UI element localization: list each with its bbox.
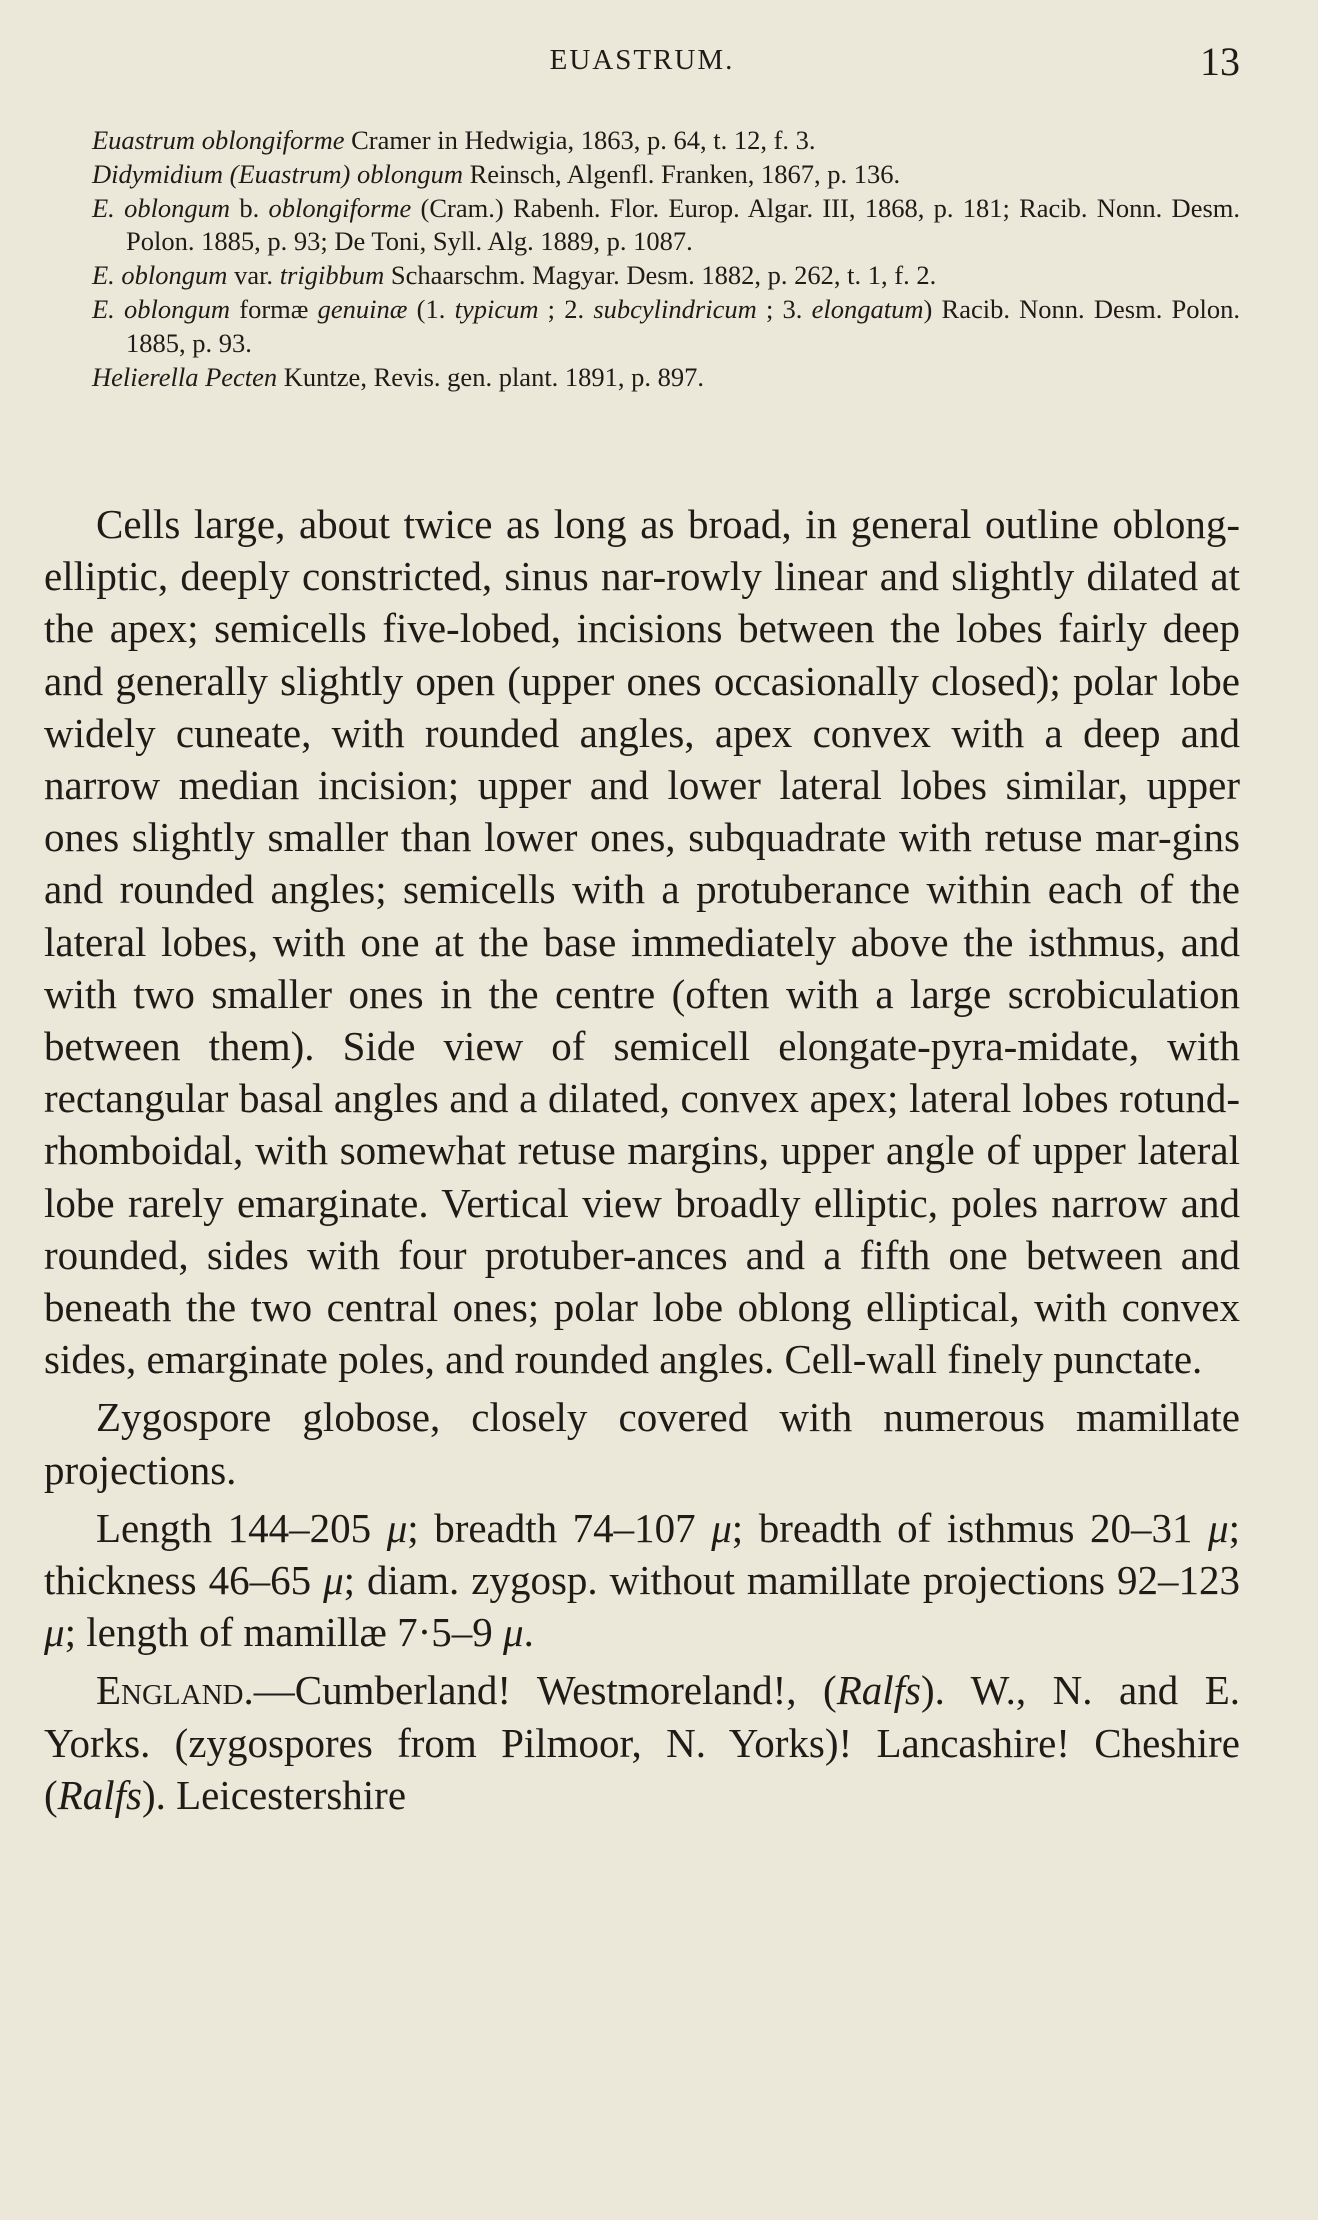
text-run: (Cram.) Rabenh. Flor. Europ. Algar. III, 1868, p. 181; Racib. Nonn. Desm. Polon. 1885, p. 93; De Toni, Syll. Alg. 1889, p. 1087. (126, 192, 1241, 257)
synonymy-list (92, 124, 1240, 394)
text-run: Zygospore globose, closely covered with numerous mamillate projections. (44, 1394, 1240, 1493)
italic-run: μ (44, 1609, 65, 1656)
text-run: —Cumberland! Westmoreland!, ( (253, 1667, 837, 1714)
italic-run: trigibbum (279, 260, 385, 291)
text-run: Schaarschm. Magyar. Desm. 1882, p. 262, t. 1, f. 2. (384, 260, 937, 291)
text-run: . (523, 1609, 534, 1656)
text-run: Cells large, about twice as long as broad, in general outline oblong-elliptic, deeply constricted, sinus nar-rowly linear and slightly dilated at the apex; semicells five-lobed, incisions between the lobes fairly deep and generally slightly open (upper ones occasionally closed); polar lobe widely cuneate, with rounded angles, apex convex with a deep and narrow median incision; upper and lower lateral lobes similar, upper ones slightly smaller than lower ones, subquadrate with retuse mar-gins and rounded angles; semicells with a protuberance within each of the lateral lobes, with one at the base immediately above the isthmus, and with two smaller ones in the centre (often with a large scrobiculation between them). Side view of semicell elongate-pyra-midate, with rectangular basal angles and a dilated, convex apex; lateral lobes rotund-rhomboidal, with somewhat retuse margins, upper angle of upper lateral lobe rarely emarginate. Vertical view broadly elliptic, poles narrow and rounded, sides with four protuber-ances and a fifth one between and beneath the two central ones; polar lobe oblong elliptical, with convex sides, emarginate poles, and rounded angles. Cell-wall finely punctate. (44, 501, 1240, 1383)
running-title: EUASTRUM. (549, 44, 735, 76)
italic-run: E. oblongum (92, 293, 231, 324)
italic-run: Ralfs (57, 1771, 142, 1818)
text-run: Cramer in Hedwigia, 1863, p. 64, t. 12, f. 3. (344, 125, 816, 155)
synonym-entry (92, 124, 1240, 158)
synonym-entry (92, 259, 1240, 293)
description-text (44, 498, 1240, 1821)
text-run: ) Racib. Nonn. Desm. Polon. 1885, p. 93. (126, 293, 1241, 358)
italic-run: subcylindricum (593, 293, 757, 324)
italic-run: Helierella Pecten (92, 361, 278, 392)
text-run: ). Leicestershire (141, 1771, 407, 1818)
small-caps-run: England. (96, 1667, 254, 1714)
text-run: ; diam. zygosp. without mamillate projections 92–123 (343, 1557, 1240, 1604)
text-run: Length 144–205 (96, 1504, 387, 1551)
text-run: Kuntze, Revis. gen. plant. 1891, p. 897. (277, 361, 705, 392)
text-run: ; breadth of isthmus 20–31 (731, 1504, 1208, 1551)
text-run: ; 3. (756, 293, 812, 324)
text-run: ; thickness 46–65 (44, 1504, 1240, 1604)
text-run: ; 2. (538, 293, 594, 324)
italic-run: genuinæ (317, 293, 408, 324)
text-run: ). W., N. and E. Yorks. (zygospores from Pilmoor, N. Yorks)! Lancashire! Cheshire ( (44, 1667, 1240, 1818)
italic-run: μ (386, 1504, 408, 1551)
text-run: ; breadth 74–107 (407, 1504, 712, 1551)
italic-run: Euastrum oblongiforme (92, 125, 345, 155)
italic-run: Didymidium (Euastrum) oblongum (92, 158, 463, 189)
italic-run: μ (323, 1557, 344, 1604)
italic-run: Ralfs (836, 1667, 921, 1714)
text-run: ; length of mamillæ 7·5–9 (64, 1609, 504, 1656)
paragraph (44, 1391, 1240, 1495)
text-run: formæ (230, 293, 318, 324)
italic-run: μ (1207, 1504, 1229, 1551)
text-run: (1. (407, 293, 455, 324)
paragraph (44, 498, 1240, 1385)
italic-run: μ (711, 1504, 732, 1551)
running-head (44, 38, 1240, 88)
paragraph (44, 1502, 1240, 1659)
text-run: b. (230, 192, 269, 223)
synonym-entry (92, 293, 1240, 361)
italic-run: elongatum (811, 293, 924, 324)
italic-run: E. oblongum (92, 260, 228, 291)
synonym-entry (92, 192, 1240, 260)
synonym-entry (92, 361, 1240, 395)
italic-run: typicum (454, 293, 539, 324)
italic-run: E. oblongum (92, 192, 231, 223)
text-run: Reinsch, Algenfl. Franken, 1867, p. 136. (462, 158, 901, 189)
page-number: 13 (1200, 39, 1240, 84)
italic-run: oblongiforme (268, 192, 412, 223)
italic-run: μ (503, 1609, 524, 1656)
text-run: var. (227, 260, 280, 291)
synonym-entry (92, 158, 1240, 192)
paragraph (44, 1664, 1240, 1821)
